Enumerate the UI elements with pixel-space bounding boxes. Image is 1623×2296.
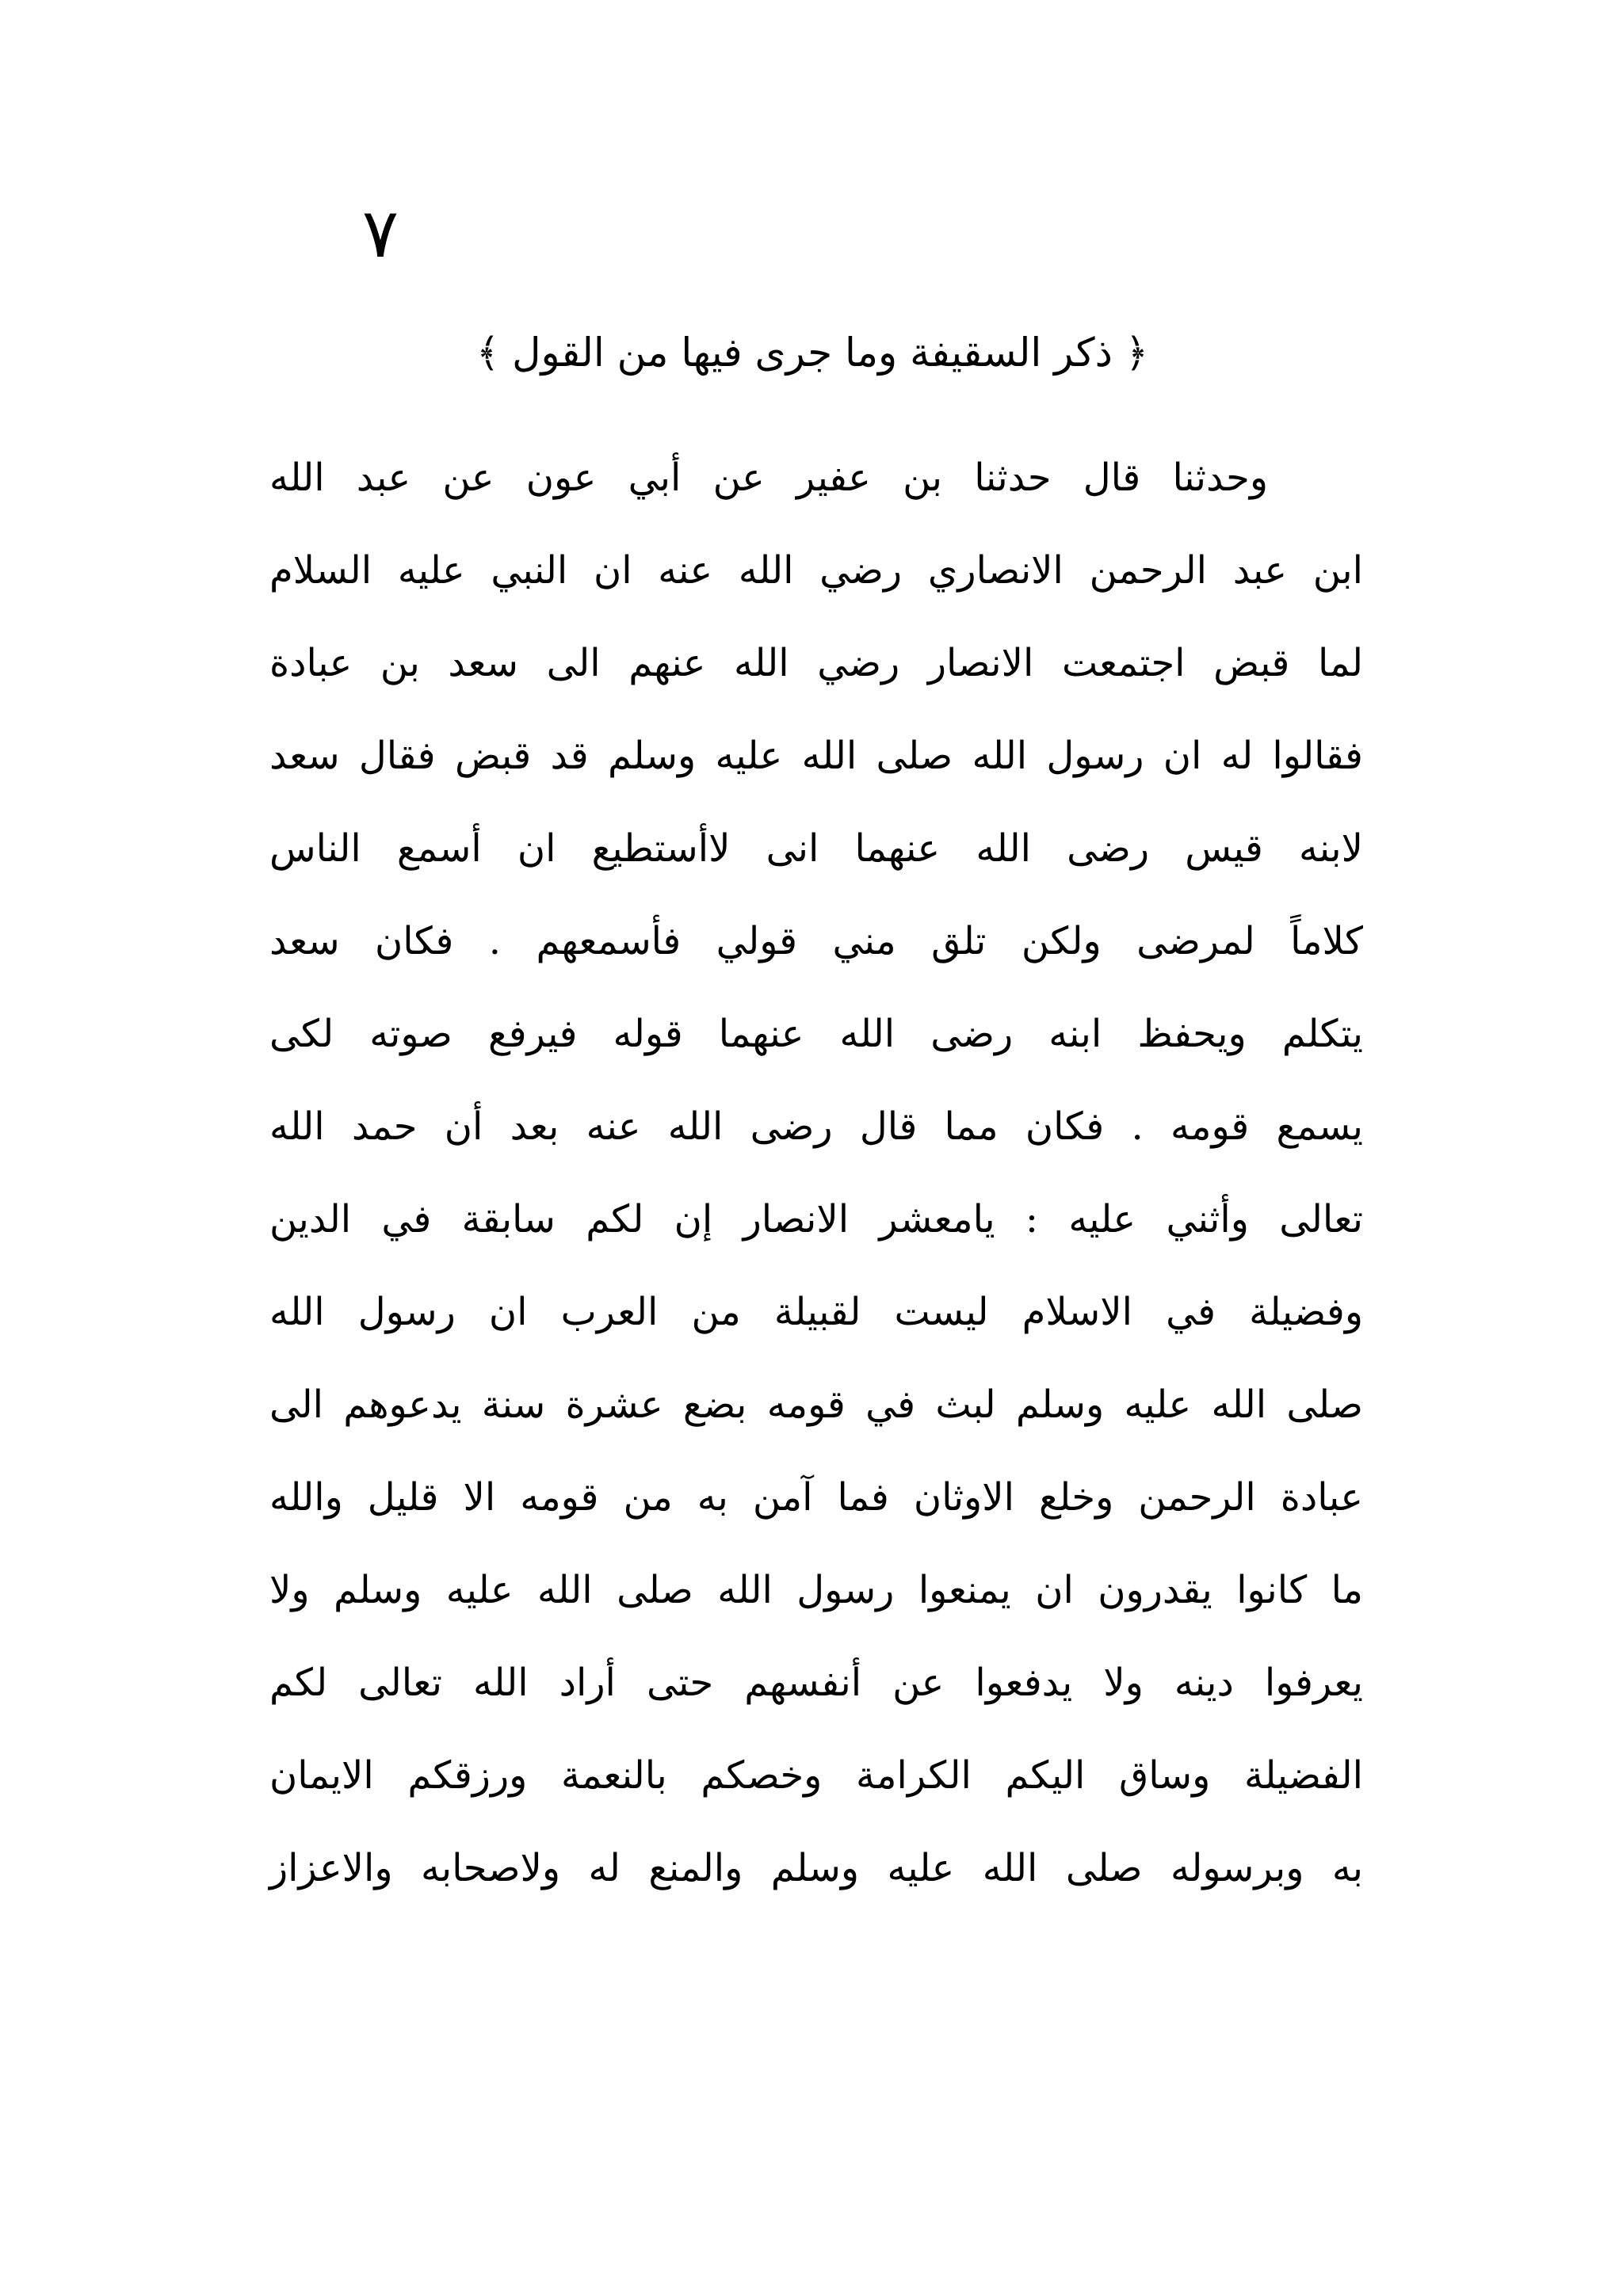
body-text <box>269 432 1363 1915</box>
text-line: لما قبض اجتمعت الانصار رضي الله عنهم الى سعد بن عبادة <box>269 641 1364 685</box>
text-line: يسمع قومه . فكان مما قال رضى الله عنه بعد أن حمد الله <box>269 1104 1363 1149</box>
text-line: تعالى وأثني عليه : يامعشر الانصار إن لكم سابقة في الدين <box>269 1197 1363 1241</box>
text-line: الفضيلة وساق اليكم الكرامة وخصكم بالنعمة ورزقكم الايمان <box>269 1753 1363 1798</box>
text-line: كلاماً لمرضى ولكن تلق مني قولي فأسمعهم . فكان سعد <box>269 919 1363 963</box>
text-line: صلى الله عليه وسلم لبث في قومه بضع عشرة سنة يدعوهم الى <box>269 1383 1363 1427</box>
text-line: ما كانوا يقدرون ان يمنعوا رسول الله صلى الله عليه وسلم ولا <box>269 1568 1363 1612</box>
text-line: عبادة الرحمن وخلع الاوثان فما آمن به من قومه الا قليل والله <box>269 1475 1363 1520</box>
section-heading: ﴿ ذكر السقيفة وما جرى فيها من القول ﴾ <box>475 330 1149 376</box>
page-number: ٧ <box>361 194 399 273</box>
text-line: وحدثنا قال حدثنا بن عفير عن أبي عون عن عبد الله <box>269 456 1268 500</box>
text-line: لابنه قيس رضى الله عنهما انى لاأستطيع ان أسمع الناس <box>269 826 1363 871</box>
text-line: به وبرسوله صلى الله عليه وسلم والمنع له ولاصحابه والاعزاز <box>269 1846 1363 1890</box>
text-line: يعرفوا دينه ولا يدفعوا عن أنفسهم حتى أراد الله تعالى لكم <box>269 1661 1363 1705</box>
text-line: ابن عبد الرحمن الانصاري رضي الله عنه ان النبي عليه السلام <box>269 548 1363 593</box>
text-line: يتكلم ويحفظ ابنه رضى الله عنهما قوله فيرفع صوته لكى <box>269 1012 1363 1056</box>
text-line: فقالوا له ان رسول الله صلى الله عليه وسلم قد قبض فقال سعد <box>269 734 1363 778</box>
text-line: وفضيلة في الاسلام ليست لقبيلة من العرب ان رسول الله <box>269 1290 1363 1334</box>
